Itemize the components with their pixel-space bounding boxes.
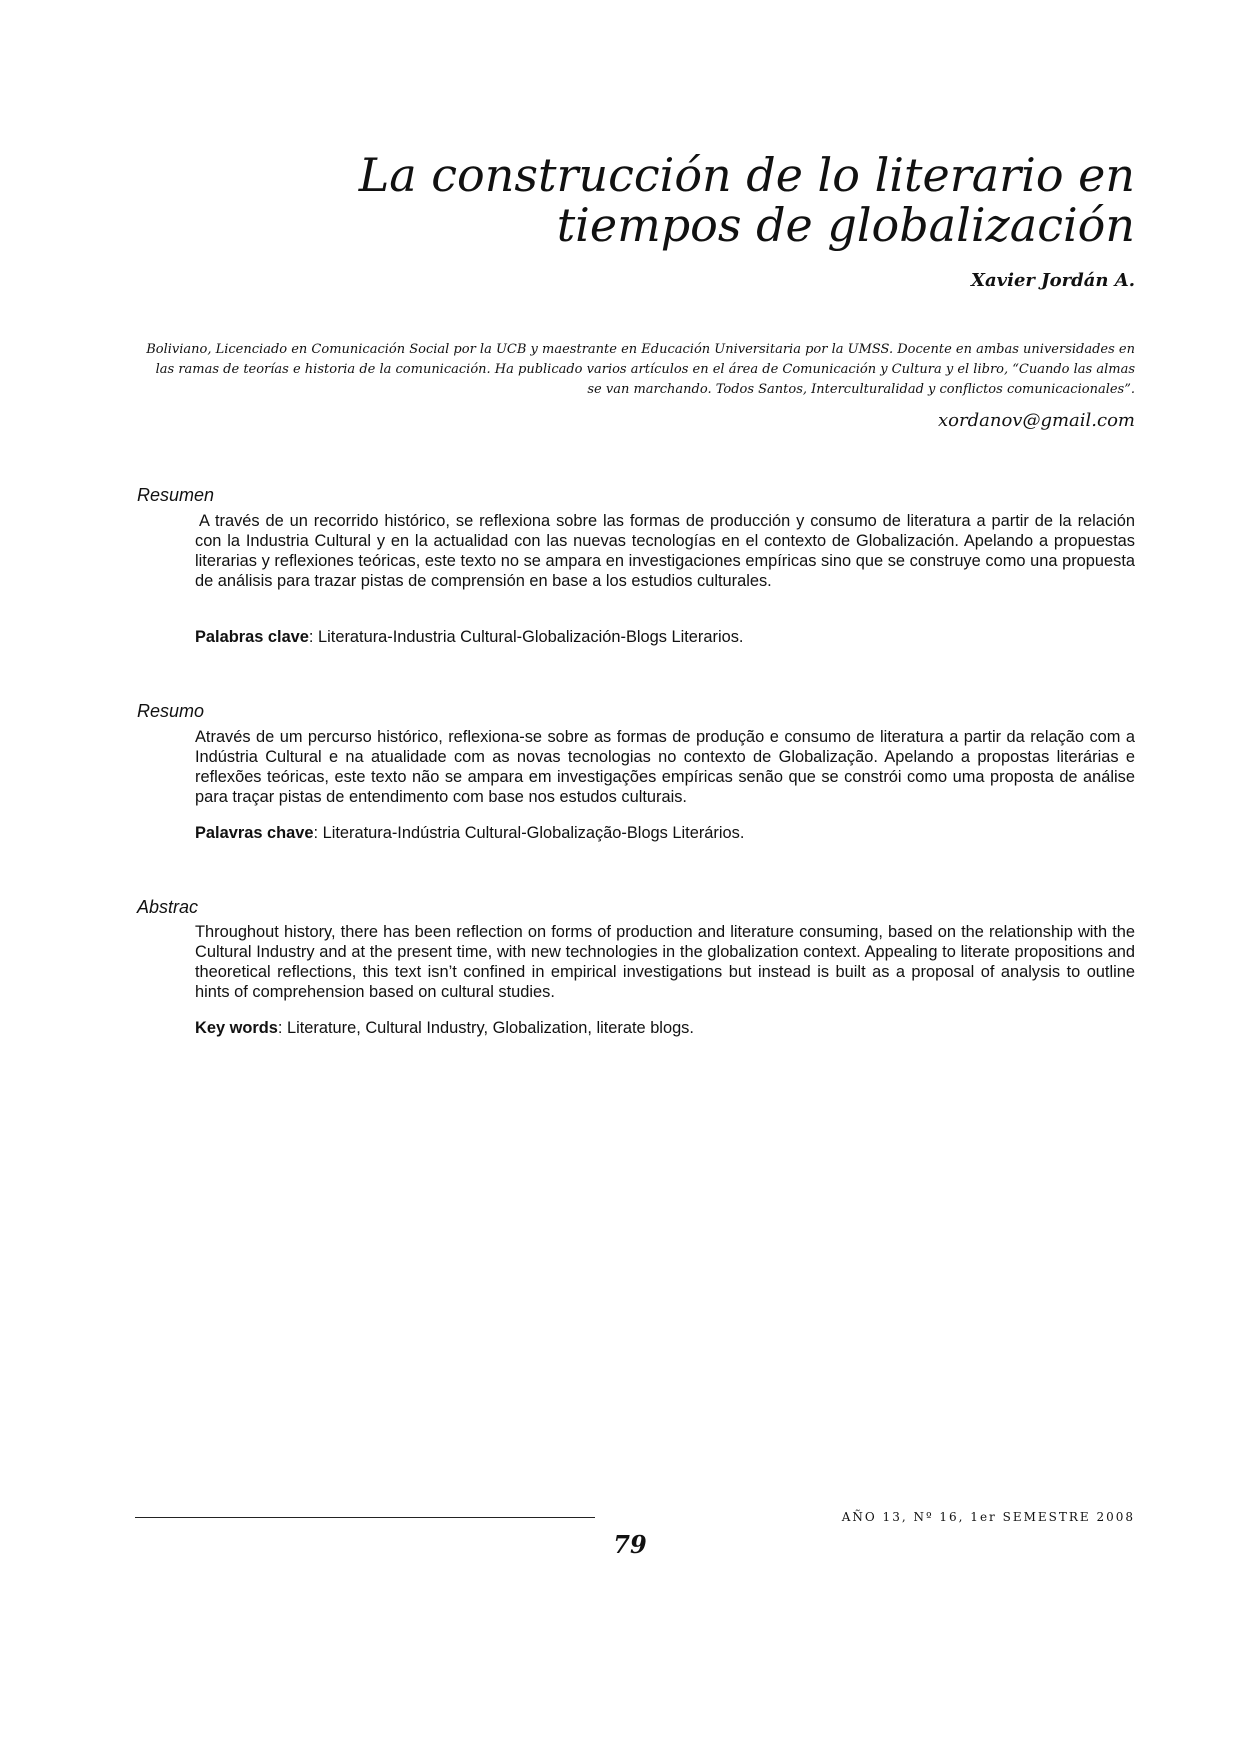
abstract-keywords-label: Key words <box>195 1019 278 1037</box>
abstract-keywords <box>195 1018 1135 1038</box>
abstract-text: Throughout history, there has been reflection on forms of production and literature consuming, based on the relationship with the Cultural Industry and at the present time, with new technologies in the globalization context. Appealing to literate propositions and theoretical reflections, this text isn’t confined in empirical investigations but instead is built as a proposal of analysis to outline hints of comprehension based on cultural studies. <box>195 923 1135 1001</box>
resumen-keywords-value: : Literatura-Industria Cultural-Globalización-Blogs Literarios. <box>308 628 744 646</box>
abstract-heading: Abstrac <box>137 897 199 917</box>
resumen-text-body: A través de un recorrido histórico, se reflexiona sobre las formas de producción y consumo de literatura a partir de la relación con la Industria Cultural y en la actualidad con las nuevas tecnologías en el contexto de Globalización. Apelando a propuestas literarias y reflexiones teóricas, este texto no se ampara en investigaciones empíricas sino que se construye como una propuesta de análisis para trazar pistas de comprensión en base a los estudios culturales. <box>195 512 1135 590</box>
resumo-text: Através de um percurso histórico, reflexiona-se sobre as formas de produção e consumo de literatura a partir da relação com a Indústria Cultural e na atualidade com as novas tecnologias no contexto de Globalização. Apelando a propostas literárias e reflexões teóricas, este texto não se ampara em investigações empíricas senão que se constrói como uma proposta de análise para traçar pistas de entendimento com base nos estudos culturais. <box>195 728 1135 806</box>
resumen-keywords-label: Palabras clave <box>195 628 309 646</box>
resumen-heading: Resumen <box>137 485 215 505</box>
resumo-keywords <box>195 823 1135 843</box>
author-email: xordanov@gmail.com <box>938 410 1135 431</box>
page-number: 79 <box>613 1530 647 1559</box>
resumo-keywords-label: Palavras chave <box>195 824 314 842</box>
author-bio: Boliviano, Licenciado en Comunicación Social por la UCB y maestrante en Educación Universitaria por la UMSS. Docente en ambas universidades en las ramas de teorías e historia de la comunicación. Ha publicado varios artículos en el área de Comunicación y Cultura y el libro, “Cuando las almas se van marchando. Todos Santos, Interculturalidad y conflictos comunicacionales”. <box>146 342 1135 397</box>
resumo-heading: Resumo <box>137 701 205 721</box>
resumen-text <box>195 511 1135 591</box>
article-author: Xavier Jordán A. <box>971 270 1135 291</box>
footer-divider <box>135 1517 595 1518</box>
article-title: La construcción de lo literario en tiempos de globalización <box>358 148 1135 252</box>
resumo-keywords-value: : Literatura-Indústria Cultural-Globalização-Blogs Literários. <box>313 824 745 842</box>
resumen-keywords <box>195 627 1135 647</box>
issue-info: AÑO 13, Nº 16, 1er SEMESTRE 2008 <box>841 1510 1135 1524</box>
abstract-keywords-value: : Literature, Cultural Industry, Globalization, literate blogs. <box>277 1019 694 1037</box>
